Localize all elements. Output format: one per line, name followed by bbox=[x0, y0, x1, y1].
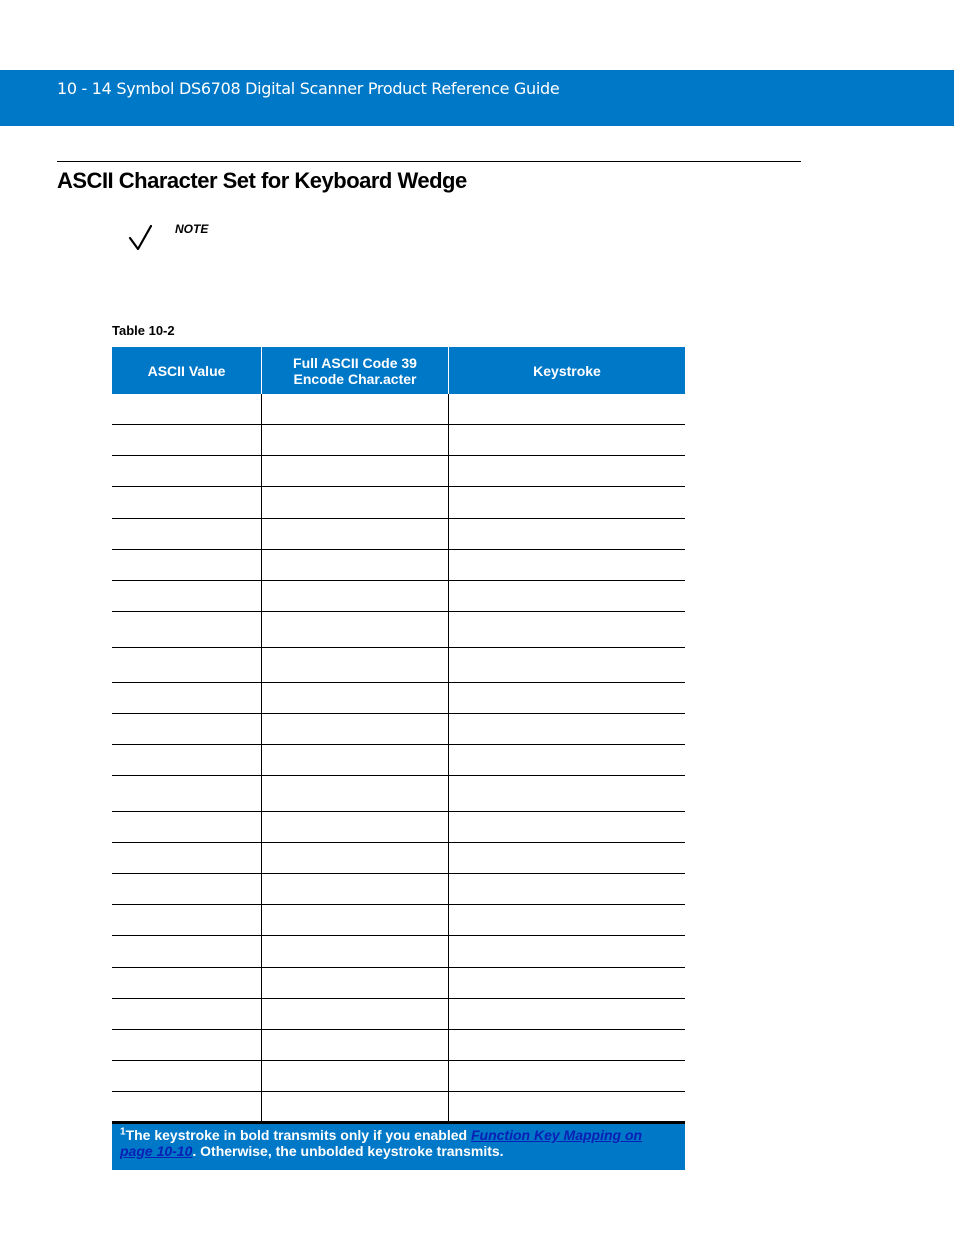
code39-char-cell bbox=[262, 456, 449, 486]
code39-char-cell bbox=[262, 776, 449, 811]
keystroke-cell bbox=[449, 714, 685, 744]
ascii-value-cell bbox=[112, 905, 262, 935]
footnote-text-after: . Otherwise, the unbolded keystroke transmits. bbox=[192, 1143, 504, 1159]
keystroke-cell bbox=[449, 519, 685, 549]
checkmark-icon bbox=[128, 224, 154, 252]
code39-char-cell bbox=[262, 683, 449, 713]
ascii-value-cell bbox=[112, 487, 262, 518]
ascii-value-cell bbox=[112, 425, 262, 455]
ascii-value-cell bbox=[112, 683, 262, 713]
table-row bbox=[112, 648, 685, 683]
keystroke-cell bbox=[449, 425, 685, 455]
table-row bbox=[112, 968, 685, 999]
ascii-value-cell bbox=[112, 648, 262, 682]
ascii-value-cell bbox=[112, 1030, 262, 1060]
ascii-value-cell bbox=[112, 843, 262, 873]
running-header: 10 - 14 Symbol DS6708 Digital Scanner Product Reference Guide bbox=[57, 79, 560, 98]
code39-char-cell bbox=[262, 714, 449, 744]
keystroke-cell bbox=[449, 487, 685, 518]
code39-char-cell bbox=[262, 905, 449, 935]
section-rule bbox=[57, 161, 801, 162]
table-row bbox=[112, 612, 685, 648]
table-row bbox=[112, 999, 685, 1030]
keystroke-cell bbox=[449, 999, 685, 1029]
keystroke-cell bbox=[449, 905, 685, 935]
table-row bbox=[112, 905, 685, 936]
keystroke-cell bbox=[449, 843, 685, 873]
table-row bbox=[112, 683, 685, 714]
code39-char-cell bbox=[262, 425, 449, 455]
ascii-value-cell bbox=[112, 550, 262, 580]
table-row bbox=[112, 745, 685, 776]
ascii-value-cell bbox=[112, 874, 262, 904]
ascii-value-cell bbox=[112, 519, 262, 549]
keystroke-cell bbox=[449, 550, 685, 580]
ascii-value-cell bbox=[112, 745, 262, 775]
column-header-ascii-value: ASCII Value bbox=[112, 347, 262, 394]
ascii-value-cell bbox=[112, 812, 262, 842]
keystroke-cell bbox=[449, 1092, 685, 1121]
code39-char-cell bbox=[262, 612, 449, 647]
keystroke-cell bbox=[449, 776, 685, 811]
keystroke-cell bbox=[449, 648, 685, 682]
ascii-value-cell bbox=[112, 394, 262, 424]
keystroke-cell bbox=[449, 612, 685, 647]
table-row bbox=[112, 936, 685, 968]
footnote-marker: 1 bbox=[120, 1126, 126, 1138]
function-key-mapping-link[interactable]: Function Key Mapping on page 10-10 bbox=[120, 1127, 643, 1159]
table-footnote bbox=[112, 1122, 685, 1170]
code39-char-cell bbox=[262, 812, 449, 842]
keystroke-cell bbox=[449, 456, 685, 486]
table-row bbox=[112, 1092, 685, 1122]
code39-char-cell bbox=[262, 843, 449, 873]
keystroke-cell bbox=[449, 812, 685, 842]
code39-char-cell bbox=[262, 874, 449, 904]
ascii-value-cell bbox=[112, 776, 262, 811]
table-row bbox=[112, 550, 685, 581]
code39-char-cell bbox=[262, 487, 449, 518]
column-header-keystroke: Keystroke bbox=[533, 362, 601, 379]
code39-char-cell bbox=[262, 936, 449, 967]
ascii-value-cell bbox=[112, 1092, 262, 1121]
table-row bbox=[112, 1061, 685, 1092]
keystroke-cell bbox=[449, 581, 685, 611]
table-caption: Table 10-2 bbox=[112, 323, 175, 338]
code39-char-cell bbox=[262, 394, 449, 424]
ascii-value-cell bbox=[112, 968, 262, 998]
table-header-row bbox=[112, 347, 685, 394]
code39-char-cell bbox=[262, 1092, 449, 1121]
ascii-value-cell bbox=[112, 581, 262, 611]
keystroke-cell bbox=[449, 936, 685, 967]
code39-char-cell bbox=[262, 519, 449, 549]
table-row bbox=[112, 874, 685, 905]
ascii-value-cell bbox=[112, 714, 262, 744]
keystroke-cell bbox=[449, 874, 685, 904]
table-row bbox=[112, 425, 685, 456]
ascii-value-cell bbox=[112, 936, 262, 967]
keystroke-cell bbox=[449, 394, 685, 424]
code39-char-cell bbox=[262, 1061, 449, 1091]
ascii-value-cell bbox=[112, 1061, 262, 1091]
code39-char-cell bbox=[262, 745, 449, 775]
table-row bbox=[112, 812, 685, 843]
code39-char-cell bbox=[262, 968, 449, 998]
keystroke-cell bbox=[449, 968, 685, 998]
code39-char-cell bbox=[262, 581, 449, 611]
table-row bbox=[112, 1030, 685, 1061]
table-row bbox=[112, 519, 685, 550]
code39-char-cell bbox=[262, 1030, 449, 1060]
table-row bbox=[112, 776, 685, 812]
footnote-text-before: The keystroke in bold transmits only if you enabled bbox=[125, 1127, 471, 1143]
keystroke-cell bbox=[449, 1030, 685, 1060]
note-label: NOTE bbox=[175, 222, 209, 236]
code39-char-cell bbox=[262, 999, 449, 1029]
table-row bbox=[112, 456, 685, 487]
ascii-table bbox=[112, 347, 685, 1122]
table-row bbox=[112, 581, 685, 612]
table-body bbox=[112, 394, 685, 1122]
column-header-code39-char: Full ASCII Code 39 Encode Char.acter bbox=[262, 347, 449, 394]
keystroke-cell bbox=[449, 683, 685, 713]
code39-char-cell bbox=[262, 550, 449, 580]
ascii-value-cell bbox=[112, 612, 262, 647]
table-row bbox=[112, 487, 685, 519]
table-row bbox=[112, 394, 685, 425]
code39-char-cell bbox=[262, 648, 449, 682]
keystroke-cell bbox=[449, 745, 685, 775]
table-row bbox=[112, 714, 685, 745]
ascii-value-cell bbox=[112, 456, 262, 486]
table-row bbox=[112, 843, 685, 874]
section-title: ASCII Character Set for Keyboard Wedge bbox=[57, 168, 467, 193]
keystroke-cell bbox=[449, 1061, 685, 1091]
ascii-value-cell bbox=[112, 999, 262, 1029]
